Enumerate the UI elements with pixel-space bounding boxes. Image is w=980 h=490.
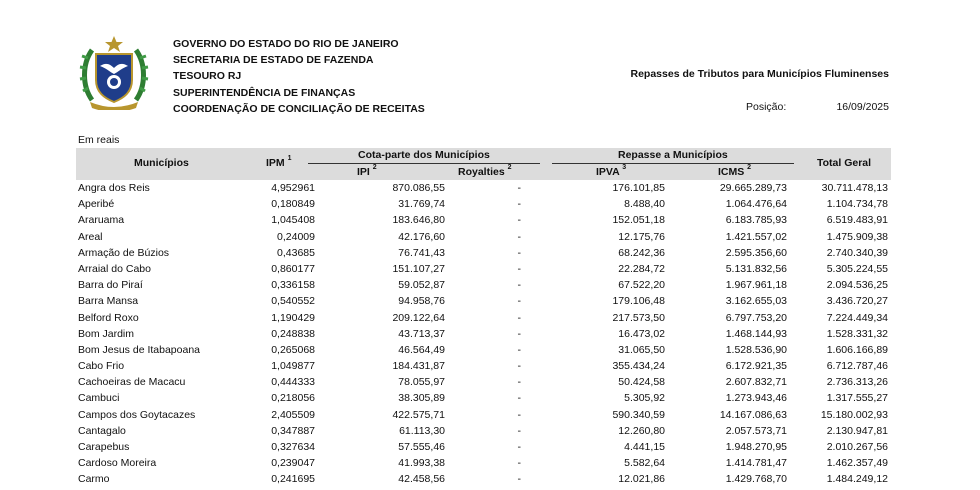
cell-ipm: 0,241695 [271,473,315,486]
cell-ipi: 46.564,49 [398,343,445,356]
cell-municipio: Areal [78,230,103,243]
cell-royalties: - [517,392,521,405]
header-ipi: IPI $^2$ [357,164,377,178]
table-row [76,245,891,261]
cell-ipva: 8.488,40 [624,198,665,211]
agency-line: SECRETARIA DE ESTADO DE FAZENDA [173,54,374,67]
cell-total: 1.104.734,78 [826,198,888,211]
cell-municipio: Campos dos Goytacazes [78,408,196,421]
cell-ipi: 59.052,87 [398,279,445,292]
cell-total: 2.130.947,81 [826,424,888,437]
cell-ipi: 94.958,76 [398,295,445,308]
cell-ipva: 590.340,59 [612,408,665,421]
cell-royalties: - [517,441,521,453]
cell-ipi: 42.458,56 [398,473,445,486]
cell-icms: 2.607.832,71 [725,376,787,389]
cell-ipi: 38.305,89 [398,392,445,405]
cell-total: 1.484.249,12 [826,473,888,486]
cell-total: 1.475.909,38 [826,230,888,243]
cell-ipva: 67.522,20 [618,279,665,292]
agency-line: SUPERINTENDÊNCIA DE FINANÇAS [173,86,356,99]
cell-royalties: - [517,311,521,324]
header-ipva: IPVA $^3$ [596,164,627,178]
position-date: 16/09/2025 [836,101,889,113]
cell-icms: 1.967.961,18 [725,279,787,292]
cell-icms: 1.414.781,47 [725,457,787,470]
cell-municipio: Barra Mansa [78,295,139,308]
cell-royalties: - [517,408,521,421]
cell-municipio: Cabo Frio [78,360,125,373]
cell-total: 15.180.002,93 [820,408,888,421]
cell-ipm: 0,43685 [277,246,315,259]
cell-ipva: 22.284,72 [618,262,665,275]
cell-ipm: 0,218056 [271,392,315,405]
cell-icms: 5.131.832,56 [725,262,787,275]
cell-ipm: 0,327634 [271,441,315,453]
cell-ipi: 422.575,71 [392,408,445,421]
cell-ipva: 5.582,64 [624,457,665,470]
header-ipm: IPM $^1$ [266,155,292,169]
cell-icms: 1.421.557,02 [725,230,787,243]
cell-ipva: 5.305,92 [624,392,665,405]
cell-icms: 6.797.753,20 [725,311,787,324]
cell-ipi: 184.431,87 [392,360,445,373]
cell-municipio: Aperibé [78,198,115,211]
cell-total: 1.317.555,27 [826,392,888,405]
units-label: Em reais [78,134,120,146]
table-row [76,229,891,245]
cell-icms: 1.064.476,64 [725,198,787,211]
cell-royalties: - [517,295,521,308]
cell-royalties: - [517,230,521,243]
agency-line: COORDENAÇÃO DE CONCILIAÇÃO DE RECEITAS [173,102,425,115]
header-group-repasse: Repasse a Municípios [618,149,728,161]
cell-ipi: 41.993,38 [398,457,445,470]
cell-ipm: 2,405509 [271,408,315,421]
table-row [76,180,891,196]
header-royalties: Royalties $^2$ [458,164,512,178]
cell-total: 3.436.720,27 [826,295,888,308]
cell-ipva: 217.573,50 [612,311,665,324]
cell-total: 2.010.267,56 [826,441,888,453]
cell-royalties: - [517,246,521,259]
cell-ipi: 43.713,37 [398,327,445,340]
cell-municipio: Araruama [78,214,125,227]
cell-municipio: Cambuci [78,392,120,405]
cell-municipio: Cachoeiras de Macacu [78,376,186,389]
cell-ipva: 12.260,80 [618,424,665,437]
cell-ipm: 0,239047 [271,457,315,470]
cell-ipva: 68.242,36 [618,246,665,259]
cell-municipio: Carmo [78,473,110,486]
cell-ipi: 42.176,60 [398,230,445,243]
cell-municipio: Barra do Piraí [78,279,143,292]
cell-ipm: 0,540552 [271,295,315,308]
cell-total: 7.224.449,34 [826,311,888,324]
table-row [76,261,891,277]
cell-ipm: 1,190429 [271,311,315,324]
table-row [76,423,891,439]
cell-municipio: Angra dos Reis [78,182,150,194]
cell-total: 1.462.357,49 [826,457,888,470]
cell-ipm: 1,049877 [271,360,315,373]
cell-icms: 1.429.768,70 [725,473,787,486]
cell-ipva: 179.106,48 [612,295,665,308]
cell-ipi: 209.122,64 [392,311,445,324]
cell-royalties: - [517,376,521,389]
cell-ipm: 0,248838 [271,327,315,340]
cell-royalties: - [517,424,521,437]
state-coat-of-arms-logo [78,34,150,110]
cell-ipva: 31.065,50 [618,343,665,356]
cell-royalties: - [517,279,521,292]
cell-ipm: 0,265068 [271,343,315,356]
cell-municipio: Bom Jesus de Itabapoana [78,343,201,356]
cell-total: 1.528.331,32 [826,327,888,340]
cell-municipio: Arraial do Cabo [78,262,151,275]
table-row [76,358,891,374]
cell-ipm: 0,347887 [271,424,315,437]
cell-icms: 6.172.921,35 [725,360,787,373]
header-total-geral: Total Geral [817,157,872,169]
cell-ipva: 176.101,85 [612,182,665,194]
cell-ipm: 0,444333 [271,376,315,389]
table-row [76,455,891,471]
cell-total: 2.740.340,39 [826,246,888,259]
cell-municipio: Bom Jardim [78,327,135,340]
cell-ipi: 183.646,80 [392,214,445,227]
cell-royalties: - [517,473,521,486]
header-group-cota-parte: Cota-parte dos Municípios [358,149,490,161]
cell-ipi: 870.086,55 [392,182,445,194]
cell-ipva: 355.434,24 [612,360,665,373]
cell-total: 6.519.483,91 [826,214,888,227]
cell-ipi: 76.741,43 [398,246,445,259]
report-title: Repasses de Tributos para Municípios Fluminenses [630,68,889,80]
cell-ipva: 50.424,58 [618,376,665,389]
agency-header [173,36,425,117]
cell-ipm: 0,24009 [277,230,315,243]
cell-icms: 1.273.943,46 [725,392,787,405]
cell-municipio: Belford Roxo [78,311,139,324]
table-row [76,374,891,390]
agency-line: GOVERNO DO ESTADO DO RIO DE JANEIRO [173,38,399,50]
table-row [76,196,891,212]
cell-royalties: - [517,198,521,211]
cell-municipio: Cantagalo [78,424,126,437]
cell-ipm: 1,045408 [271,214,315,227]
table-body [76,180,891,488]
header-municipios: Municípios [134,157,189,169]
group-divider-cota [308,163,540,164]
cell-icms: 6.183.785,93 [725,214,787,227]
agency-line: TESOURO RJ [173,70,242,83]
position-label: Posição: [746,101,787,113]
cell-total: 2.736.313,26 [826,376,888,389]
cell-royalties: - [517,360,521,373]
table-row [76,310,891,326]
cell-royalties: - [517,327,521,340]
table-row [76,439,891,455]
cell-icms: 14.167.086,63 [719,408,787,421]
cell-ipva: 12.175,76 [618,230,665,243]
cell-ipi: 31.769,74 [398,198,445,211]
cell-ipi: 151.107,27 [392,262,445,275]
cell-royalties: - [517,457,521,470]
cell-total: 1.606.166,89 [826,343,888,356]
cell-icms: 2.595.356,60 [725,246,787,259]
cell-royalties: - [517,343,521,356]
cell-ipva: 16.473,02 [618,327,665,340]
table-row [76,212,891,228]
table-row [76,342,891,358]
cell-royalties: - [517,182,521,194]
cell-total: 30.711.478,13 [821,182,888,194]
cell-ipi: 57.555,46 [398,441,445,453]
cell-icms: 29.665.289,73 [719,182,787,194]
table-row [76,390,891,406]
cell-ipi: 61.113,30 [399,424,445,437]
cell-ipm: 4,952961 [271,182,315,194]
table-row [76,293,891,309]
table-row [76,326,891,342]
cell-municipio: Cardoso Moreira [78,457,157,470]
cell-municipio: Carapebus [78,441,130,453]
cell-ipva: 4.441,15 [624,441,665,453]
cell-royalties: - [517,214,521,227]
cell-royalties: - [517,262,521,275]
cell-ipva: 12.021,86 [618,473,665,486]
cell-ipm: 0,336158 [271,279,315,292]
cell-ipva: 152.051,18 [612,214,665,227]
cell-icms: 3.162.655,03 [725,295,787,308]
header-icms: ICMS $^2$ [718,164,752,178]
cell-icms: 2.057.573,71 [725,424,787,437]
cell-ipm: 0,860177 [271,262,315,275]
group-divider-repasse [552,163,794,164]
cell-municipio: Armação de Búzios [78,246,170,259]
cell-total: 6.712.787,46 [826,360,888,373]
cell-total: 5.305.224,55 [826,262,888,275]
table-row [76,407,891,423]
cell-icms: 1.468.144,93 [725,327,787,340]
cell-total: 2.094.536,25 [826,279,888,292]
cell-ipm: 0,180849 [271,198,315,211]
table-row [76,471,891,487]
cell-ipi: 78.055,97 [398,376,445,389]
cell-icms: 1.528.536,90 [725,343,787,356]
cell-icms: 1.948.270,95 [725,441,787,453]
table-row [76,277,891,293]
